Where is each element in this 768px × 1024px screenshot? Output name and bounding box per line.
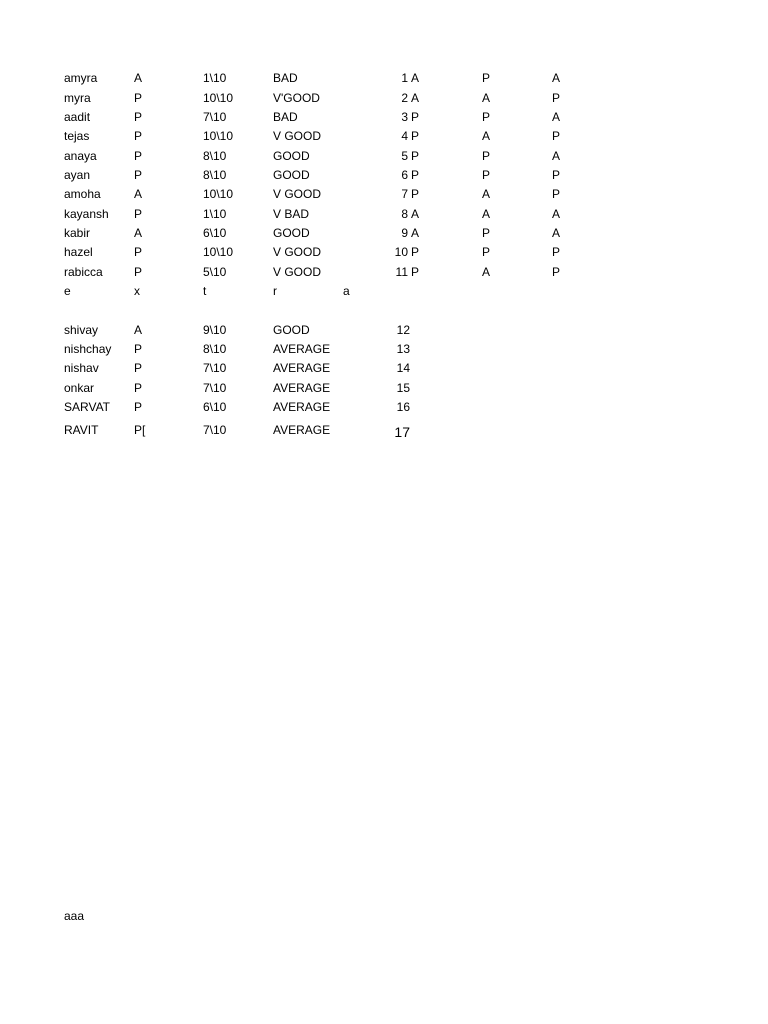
letter-cell-2[interactable]: P bbox=[482, 71, 491, 85]
letter-cell-2[interactable]: A bbox=[482, 265, 491, 279]
name-cell[interactable]: kayansh bbox=[64, 207, 109, 221]
table-row bbox=[0, 88, 768, 108]
letter-cell-2[interactable]: P bbox=[482, 245, 491, 259]
name-cell[interactable]: SARVAT bbox=[64, 400, 111, 414]
score-cell[interactable]: 7\10 bbox=[203, 361, 227, 375]
letter-cell-3[interactable]: A bbox=[552, 149, 561, 163]
table-row bbox=[0, 184, 768, 204]
grade-cell[interactable]: GOOD bbox=[273, 226, 310, 240]
table-row bbox=[0, 378, 768, 398]
grade-cell[interactable]: V GOOD bbox=[273, 129, 322, 143]
grade-cell[interactable]: V'GOOD bbox=[273, 91, 320, 105]
name-cell[interactable]: amoha bbox=[64, 187, 101, 201]
table-row bbox=[0, 223, 768, 243]
grade-cell[interactable]: AVERAGE bbox=[273, 381, 331, 395]
number-cell[interactable]: 8 bbox=[401, 207, 408, 221]
extra-cell-3[interactable]: t bbox=[203, 284, 207, 298]
letter-cell-2[interactable]: A bbox=[482, 207, 491, 221]
attendance-cell[interactable]: P bbox=[134, 129, 143, 143]
letter-cell-3[interactable]: A bbox=[552, 207, 561, 221]
attendance-cell[interactable]: P bbox=[134, 361, 143, 375]
score-cell[interactable]: 7\10 bbox=[203, 381, 227, 395]
score-cell[interactable]: 10\10 bbox=[203, 245, 234, 259]
number-cell[interactable]: 17 bbox=[394, 424, 410, 440]
attendance-cell[interactable]: P bbox=[134, 400, 143, 414]
attendance-cell[interactable]: P bbox=[134, 149, 143, 163]
number-cell[interactable]: 11 bbox=[395, 265, 408, 279]
footer-text[interactable]: aaa bbox=[64, 909, 85, 923]
letter-cell-3[interactable]: P bbox=[552, 129, 561, 143]
letter-cell-1[interactable]: P bbox=[411, 110, 420, 124]
attendance-cell[interactable]: P bbox=[134, 168, 143, 182]
attendance-cell[interactable]: A bbox=[134, 187, 143, 201]
score-cell[interactable]: 8\10 bbox=[203, 168, 227, 182]
name-cell[interactable]: tejas bbox=[64, 129, 90, 143]
letter-cell-2[interactable]: P bbox=[482, 149, 491, 163]
letter-cell-1[interactable]: A bbox=[411, 207, 420, 221]
letter-cell-2[interactable]: P bbox=[482, 110, 491, 124]
letter-cell-3[interactable]: A bbox=[552, 110, 561, 124]
score-cell[interactable]: 1\10 bbox=[203, 71, 227, 85]
letter-cell-1[interactable]: P bbox=[411, 129, 420, 143]
extra-row bbox=[0, 281, 768, 301]
number-cell[interactable]: 6 bbox=[401, 168, 408, 182]
letter-cell-1[interactable]: A bbox=[411, 226, 420, 240]
score-cell[interactable]: 1\10 bbox=[203, 207, 227, 221]
table-row bbox=[0, 107, 768, 127]
grade-cell[interactable]: V GOOD bbox=[273, 187, 322, 201]
number-cell[interactable]: 7 bbox=[401, 187, 408, 201]
letter-cell-3[interactable]: P bbox=[552, 168, 561, 182]
name-cell[interactable]: RAVIT bbox=[64, 423, 99, 437]
letter-cell-1[interactable]: P bbox=[411, 245, 420, 259]
attendance-cell[interactable]: P[ bbox=[134, 423, 146, 437]
score-cell[interactable]: 6\10 bbox=[203, 226, 227, 240]
attendance-cell[interactable]: P bbox=[134, 381, 143, 395]
table-row bbox=[0, 242, 768, 262]
name-cell[interactable]: ayan bbox=[64, 168, 91, 182]
letter-cell-2[interactable]: A bbox=[482, 91, 491, 105]
score-cell[interactable]: 9\10 bbox=[203, 323, 227, 337]
table-row bbox=[0, 262, 768, 282]
attendance-cell[interactable]: P bbox=[134, 91, 143, 105]
letter-cell-2[interactable]: P bbox=[482, 226, 491, 240]
name-cell[interactable]: anaya bbox=[64, 149, 97, 163]
table-row bbox=[0, 397, 768, 417]
grade-cell[interactable]: GOOD bbox=[273, 168, 310, 182]
score-cell[interactable]: 8\10 bbox=[203, 149, 227, 163]
table-row bbox=[0, 165, 768, 185]
name-cell[interactable]: nishchay bbox=[64, 342, 112, 356]
grade-cell[interactable]: AVERAGE bbox=[273, 342, 331, 356]
letter-cell-1[interactable]: P bbox=[411, 149, 420, 163]
table-row bbox=[0, 320, 768, 340]
attendance-cell[interactable]: P bbox=[134, 207, 143, 221]
number-cell[interactable]: 5 bbox=[401, 149, 408, 163]
letter-cell-3[interactable]: A bbox=[552, 71, 561, 85]
number-cell[interactable]: 16 bbox=[396, 400, 410, 414]
table-row bbox=[0, 204, 768, 224]
name-cell[interactable]: onkar bbox=[64, 381, 95, 395]
name-cell[interactable]: hazel bbox=[64, 245, 93, 259]
extra-cell-4[interactable]: r bbox=[273, 284, 277, 298]
table-row bbox=[0, 126, 768, 146]
letter-cell-3[interactable]: P bbox=[552, 187, 561, 201]
score-cell[interactable]: 8\10 bbox=[203, 342, 227, 356]
score-cell[interactable]: 6\10 bbox=[203, 400, 227, 414]
attendance-cell[interactable]: A bbox=[134, 226, 143, 240]
number-cell[interactable]: 12 bbox=[396, 323, 410, 337]
letter-cell-1[interactable]: P bbox=[411, 168, 420, 182]
score-cell[interactable]: 5\10 bbox=[203, 265, 227, 279]
grade-cell[interactable]: AVERAGE bbox=[273, 423, 331, 437]
letter-cell-2[interactable]: A bbox=[482, 187, 491, 201]
number-cell[interactable]: 15 bbox=[396, 381, 410, 395]
number-cell[interactable]: 14 bbox=[396, 361, 410, 375]
table-row bbox=[0, 420, 768, 440]
letter-cell-1[interactable]: A bbox=[411, 91, 420, 105]
grade-cell[interactable]: GOOD bbox=[273, 149, 310, 163]
extra-cell-5[interactable]: a bbox=[343, 284, 350, 298]
number-cell[interactable]: 13 bbox=[396, 342, 410, 356]
number-cell[interactable]: 4 bbox=[401, 129, 408, 143]
letter-cell-3[interactable]: P bbox=[552, 245, 561, 259]
name-cell[interactable]: shivay bbox=[64, 323, 99, 337]
grade-cell[interactable]: V GOOD bbox=[273, 245, 322, 259]
table-row bbox=[0, 339, 768, 359]
attendance-cell[interactable]: P bbox=[134, 245, 143, 259]
grade-cell[interactable]: V BAD bbox=[273, 207, 310, 221]
number-cell[interactable]: 1 bbox=[401, 71, 408, 85]
letter-cell-1[interactable]: P bbox=[411, 265, 420, 279]
letter-cell-3[interactable]: A bbox=[552, 226, 561, 240]
name-cell[interactable]: myra bbox=[64, 91, 91, 105]
name-cell[interactable]: nishav bbox=[64, 361, 99, 375]
number-cell[interactable]: 2 bbox=[401, 91, 408, 105]
number-cell[interactable]: 3 bbox=[401, 110, 408, 124]
number-cell[interactable]: 9 bbox=[401, 226, 408, 240]
table-row bbox=[0, 68, 768, 88]
letter-cell-1[interactable]: A bbox=[411, 71, 420, 85]
grade-cell[interactable]: AVERAGE bbox=[273, 361, 331, 375]
attendance-cell[interactable]: A bbox=[134, 71, 143, 85]
letter-cell-1[interactable]: P bbox=[411, 187, 420, 201]
attendance-cell[interactable]: A bbox=[134, 323, 143, 337]
number-cell[interactable]: 10 bbox=[394, 245, 408, 259]
table-row bbox=[0, 358, 768, 378]
attendance-cell[interactable]: P bbox=[134, 110, 143, 124]
name-cell[interactable]: rabicca bbox=[64, 265, 103, 279]
score-cell[interactable]: 10\10 bbox=[203, 129, 234, 143]
table-row bbox=[0, 146, 768, 166]
score-cell[interactable]: 10\10 bbox=[203, 187, 234, 201]
extra-cell-1[interactable]: e bbox=[64, 284, 71, 298]
attendance-cell[interactable]: P bbox=[134, 265, 143, 279]
name-cell[interactable]: aadit bbox=[64, 110, 91, 124]
extra-cell-2[interactable]: x bbox=[134, 284, 140, 298]
grade-cell[interactable]: AVERAGE bbox=[273, 400, 331, 414]
name-cell[interactable]: amyra bbox=[64, 71, 98, 85]
grade-cell[interactable]: BAD bbox=[273, 110, 298, 124]
score-cell[interactable]: 10\10 bbox=[203, 91, 234, 105]
name-cell[interactable]: kabir bbox=[64, 226, 91, 240]
letter-cell-3[interactable]: P bbox=[552, 265, 561, 279]
letter-cell-2[interactable]: P bbox=[482, 168, 491, 182]
letter-cell-2[interactable]: A bbox=[482, 129, 491, 143]
score-cell[interactable]: 7\10 bbox=[203, 110, 227, 124]
score-cell[interactable]: 7\10 bbox=[203, 423, 227, 437]
grade-cell[interactable]: GOOD bbox=[273, 323, 310, 337]
grade-cell[interactable]: V GOOD bbox=[273, 265, 322, 279]
attendance-cell[interactable]: P bbox=[134, 342, 143, 356]
grade-cell[interactable]: BAD bbox=[273, 71, 298, 85]
letter-cell-3[interactable]: P bbox=[552, 91, 561, 105]
